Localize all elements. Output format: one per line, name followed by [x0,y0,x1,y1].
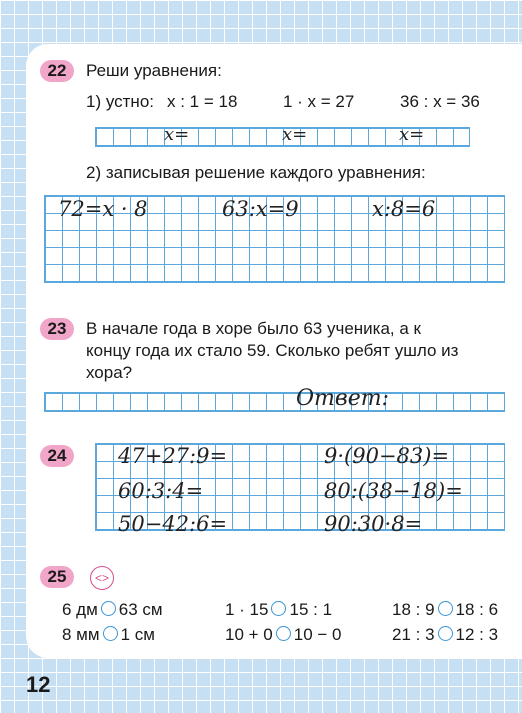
compare-right: 12 : 3 [455,625,499,644]
compare-right: 10 − 0 [293,625,342,644]
task-23-text-line2: концу года их стало 59. Сколько ребят ушло из [86,341,459,360]
expression-right-1: 9·(90−83)= [324,444,450,468]
compare-left: 18 : 9 [392,600,435,619]
task-23-text-line3: хора? [86,363,133,382]
expression-left-3: 50−42:6= [118,512,228,536]
compare-circle[interactable] [101,601,116,616]
compare-2-2 [225,625,342,645]
answer-grid-23[interactable] [44,392,505,412]
task-23-text-line1: В начале года в хоре было 63 ученика, а к [86,319,421,338]
compare-3-2 [392,625,498,645]
expression-right-2: 80:(38−18)= [324,479,463,503]
equation-2: 1 · x = 27 [283,92,355,111]
compare-right: 63 см [118,600,163,619]
compare-left: 21 : 3 [392,625,435,644]
answer-slot-2: x= [282,124,308,145]
compare-1-2 [62,625,155,645]
task-22-instruction: Реши уравнения: [86,61,222,80]
compare-left: 1 · 15 [225,600,269,619]
task-22-part1-label: 1) устно: [86,92,154,111]
task-number-25: 25 [40,566,74,588]
compare-left: 6 дм [62,600,98,619]
compare-circle[interactable] [276,626,291,641]
equation-1: x : 1 = 18 [167,92,238,111]
expression-left-2: 60:3:4= [118,479,204,503]
answer-label-23: Ответ: [296,386,389,411]
compare-circle[interactable] [271,601,286,616]
compare-right: 15 : 1 [289,600,333,619]
compare-3-1 [392,600,498,620]
answer-slot-3: x= [399,124,425,145]
compare-right: 18 : 6 [455,600,499,619]
expression-left-1: 47+27:9= [118,444,228,468]
task-number-22: 22 [40,60,74,82]
compare-2-1 [225,600,332,620]
task-number-23: 23 [40,318,74,340]
compare-left: 10 + 0 [225,625,273,644]
compare-circle[interactable] [103,626,118,641]
equation-3: 36 : x = 36 [400,92,480,111]
compare-signs-icon: <> [90,566,114,590]
compare-circle[interactable] [438,601,453,616]
written-equation-3: x:8=6 [372,197,436,221]
written-equation-2: 63:x=9 [222,197,299,221]
expression-right-3: 90:30·8= [324,512,423,536]
compare-left: 8 мм [62,625,100,644]
compare-circle[interactable] [438,626,453,641]
page-number: 12 [26,672,51,697]
compare-1-1 [62,600,163,620]
compare-right: 1 см [120,625,155,644]
task-22-part2-label: 2) записывая решение каждого уравнения: [86,163,426,182]
written-equation-1: 72=x · 8 [58,197,148,221]
answer-slot-1: x= [164,124,190,145]
task-number-24: 24 [40,445,74,467]
